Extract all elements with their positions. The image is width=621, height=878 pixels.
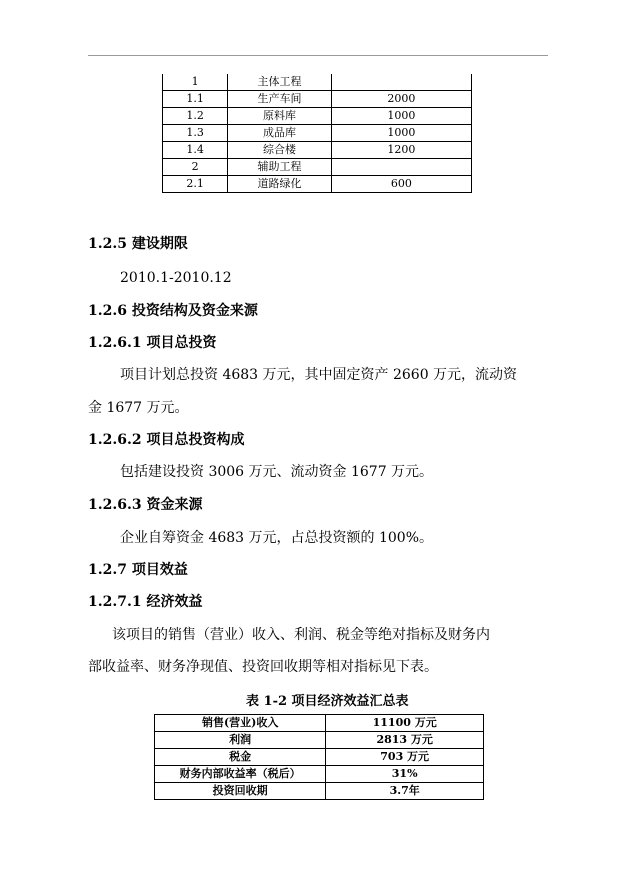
table-cell-no: 1 (163, 74, 228, 91)
table-cell-value: 3.7年 (326, 783, 484, 800)
table-row (163, 74, 472, 91)
table-cell-value: 1200 (331, 142, 471, 159)
table-cell-no: 1.4 (163, 142, 228, 159)
table-cell-label: 财务内部收益率（税后） (155, 766, 326, 783)
page-header-rule (88, 55, 548, 56)
table-cell-value: 31% (326, 766, 484, 783)
table-cell-value: 2000 (331, 91, 471, 108)
construction-area-table (162, 74, 472, 193)
table-row (163, 108, 472, 125)
table-row (163, 159, 472, 176)
section-heading-1-2-6-2: 1.2.6.2 项目总投资构成 (88, 432, 245, 448)
table-row (155, 749, 484, 766)
table-cell-name: 综合楼 (228, 142, 332, 159)
table-cell-no: 1.1 (163, 91, 228, 108)
paragraph-fund-source: 企业自筹资金 4683 万元，占总投资额的 100%。 (120, 530, 434, 546)
table-caption: 表 1-2 项目经济效益汇总表 (246, 694, 409, 709)
table-cell-label: 销售(营业)收入 (155, 715, 326, 732)
table-cell-value: 2813 万元 (326, 732, 484, 749)
table-cell-name: 原料库 (228, 108, 332, 125)
table-cell-no: 2.1 (163, 176, 228, 193)
table-cell-value (331, 159, 471, 176)
section-heading-1-2-6: 1.2.6 投资结构及资金来源 (88, 303, 258, 319)
paragraph-economic-benefit-line2: 部收益率、财务净现值、投资回收期等相对指标见下表。 (88, 659, 438, 675)
table-cell-label: 投资回收期 (155, 783, 326, 800)
paragraph-investment-composition: 包括建设投资 3006 万元、流动资金 1677 万元。 (120, 464, 434, 480)
table-cell-label: 税金 (155, 749, 326, 766)
table-cell-value: 1000 (331, 108, 471, 125)
section-heading-1-2-7-1: 1.2.7.1 经济效益 (88, 594, 203, 610)
table-cell-name: 主体工程 (228, 74, 332, 91)
economic-benefit-summary-table (154, 714, 484, 800)
table-cell-no: 2 (163, 159, 228, 176)
table-row (163, 91, 472, 108)
table-cell-value (331, 74, 471, 91)
construction-period-text: 2010.1-2010.12 (120, 270, 232, 286)
table-cell-name: 道路绿化 (228, 176, 332, 193)
table-cell-name: 生产车间 (228, 91, 332, 108)
table-cell-name: 辅助工程 (228, 159, 332, 176)
table-cell-no: 1.3 (163, 125, 228, 142)
section-heading-1-2-5: 1.2.5 建设期限 (88, 236, 188, 252)
table-row (163, 142, 472, 159)
table-row (155, 766, 484, 783)
table-cell-value: 600 (331, 176, 471, 193)
table-row (163, 176, 472, 193)
table-cell-value: 703 万元 (326, 749, 484, 766)
table-cell-name: 成品库 (228, 125, 332, 142)
table-row (163, 125, 472, 142)
table-row (155, 732, 484, 749)
paragraph-economic-benefit-line1: 该项目的销售（营业）收入、利润、税金等绝对指标及财务内 (112, 627, 490, 643)
table-row (155, 715, 484, 732)
table-cell-no: 1.2 (163, 108, 228, 125)
table-cell-value: 11100 万元 (326, 715, 484, 732)
table-cell-label: 利润 (155, 732, 326, 749)
section-heading-1-2-7: 1.2.7 项目效益 (88, 562, 188, 578)
table-cell-value: 1000 (331, 125, 471, 142)
paragraph-total-investment-line1: 项目计划总投资 4683 万元，其中固定资产 2660 万元，流动资 (120, 367, 518, 383)
section-heading-1-2-6-1: 1.2.6.1 项目总投资 (88, 335, 217, 351)
table-row (155, 783, 484, 800)
paragraph-total-investment-line2: 金 1677 万元。 (88, 400, 189, 416)
section-heading-1-2-6-3: 1.2.6.3 资金来源 (88, 497, 203, 513)
